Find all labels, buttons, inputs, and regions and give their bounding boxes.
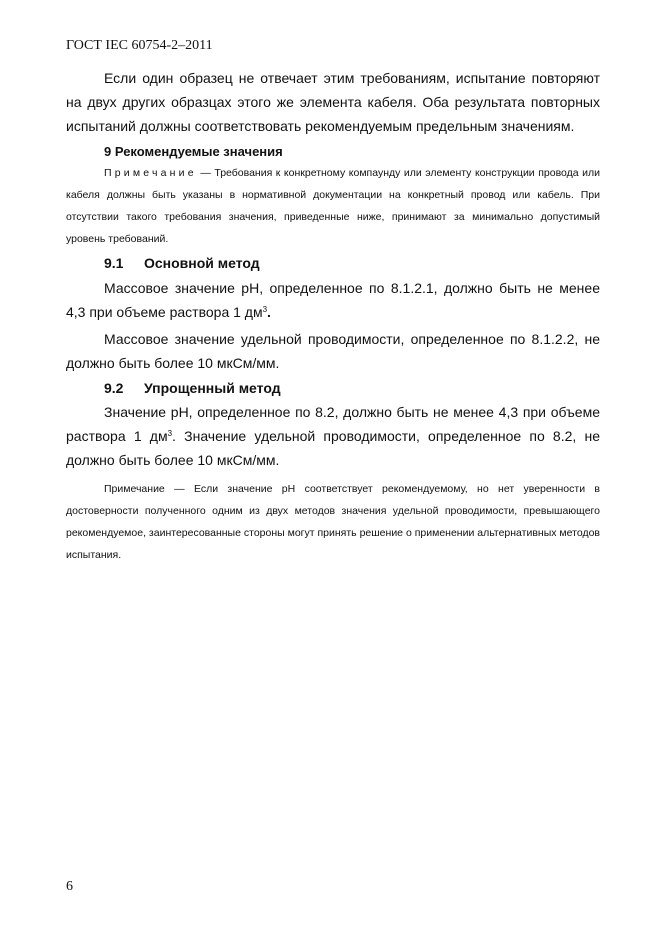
simplified-method-paragraph bbox=[66, 400, 600, 472]
section-title: Упрощенный метод bbox=[144, 380, 281, 396]
section-9-1-heading bbox=[66, 251, 600, 275]
text-part: Значение pH, определенное по 8.2, должно быть не менее 4,3 при объеме раствора 1 дм bbox=[66, 404, 600, 444]
ph-text: Массовое значение pH, определенное по 8.1.2.1, должно быть не менее 4,3 при объеме раствора 1 дм bbox=[66, 280, 600, 320]
note-label: Примечание bbox=[104, 167, 197, 179]
section-9-2-note: Примечание — Если значение pH соответствует рекомендуемому, но нет уверенности в достоверности полученного одним из двух методов значения удельной проводимости, превышающего рекомендуемое, заинтересованные стороны могут принять решение о применении альтернативных методов испытания. bbox=[66, 483, 600, 561]
note-text: — Требования к конкретному компаунду или элементу конструкции провода или кабеля должны быть указаны в нормативной документации на конкретный провод или кабель. При отсутствии такого требования значения, приведенные ниже, принимают за минимально допустимый уровень требований. bbox=[66, 167, 601, 245]
period: . bbox=[267, 304, 271, 320]
section-title: Основной метод bbox=[144, 255, 260, 271]
section-number: 9.2 bbox=[104, 380, 124, 396]
document-header: ГОСТ IEC 60754-2–2011 bbox=[66, 38, 213, 53]
page-content bbox=[66, 66, 600, 566]
superscript: 3 bbox=[167, 429, 173, 438]
section-9-note bbox=[66, 162, 600, 250]
section-9-heading: 9 Рекомендуемые значения bbox=[104, 144, 283, 159]
ph-requirement-paragraph bbox=[66, 276, 600, 324]
section-9-2-heading bbox=[66, 376, 600, 400]
superscript: 3 bbox=[262, 305, 268, 314]
retest-paragraph: Если один образец не отвечает этим требованиям, испытание повторяют на двух других образцах этого же элемента кабеля. Оба результата повторных испытаний должны соответствовать рекомендуемым предельным значениям. bbox=[66, 70, 600, 134]
text-part: . Значение удельной проводимости, определенное по 8.2, не должно быть более 10 мкСм/мм. bbox=[66, 428, 600, 468]
section-number: 9.1 bbox=[104, 255, 124, 271]
conductivity-requirement-paragraph: Массовое значение удельной проводимости, определенное по 8.1.2.2, не должно быть более 10 мкСм/мм. bbox=[66, 331, 600, 371]
page-number: 6 bbox=[66, 879, 73, 894]
